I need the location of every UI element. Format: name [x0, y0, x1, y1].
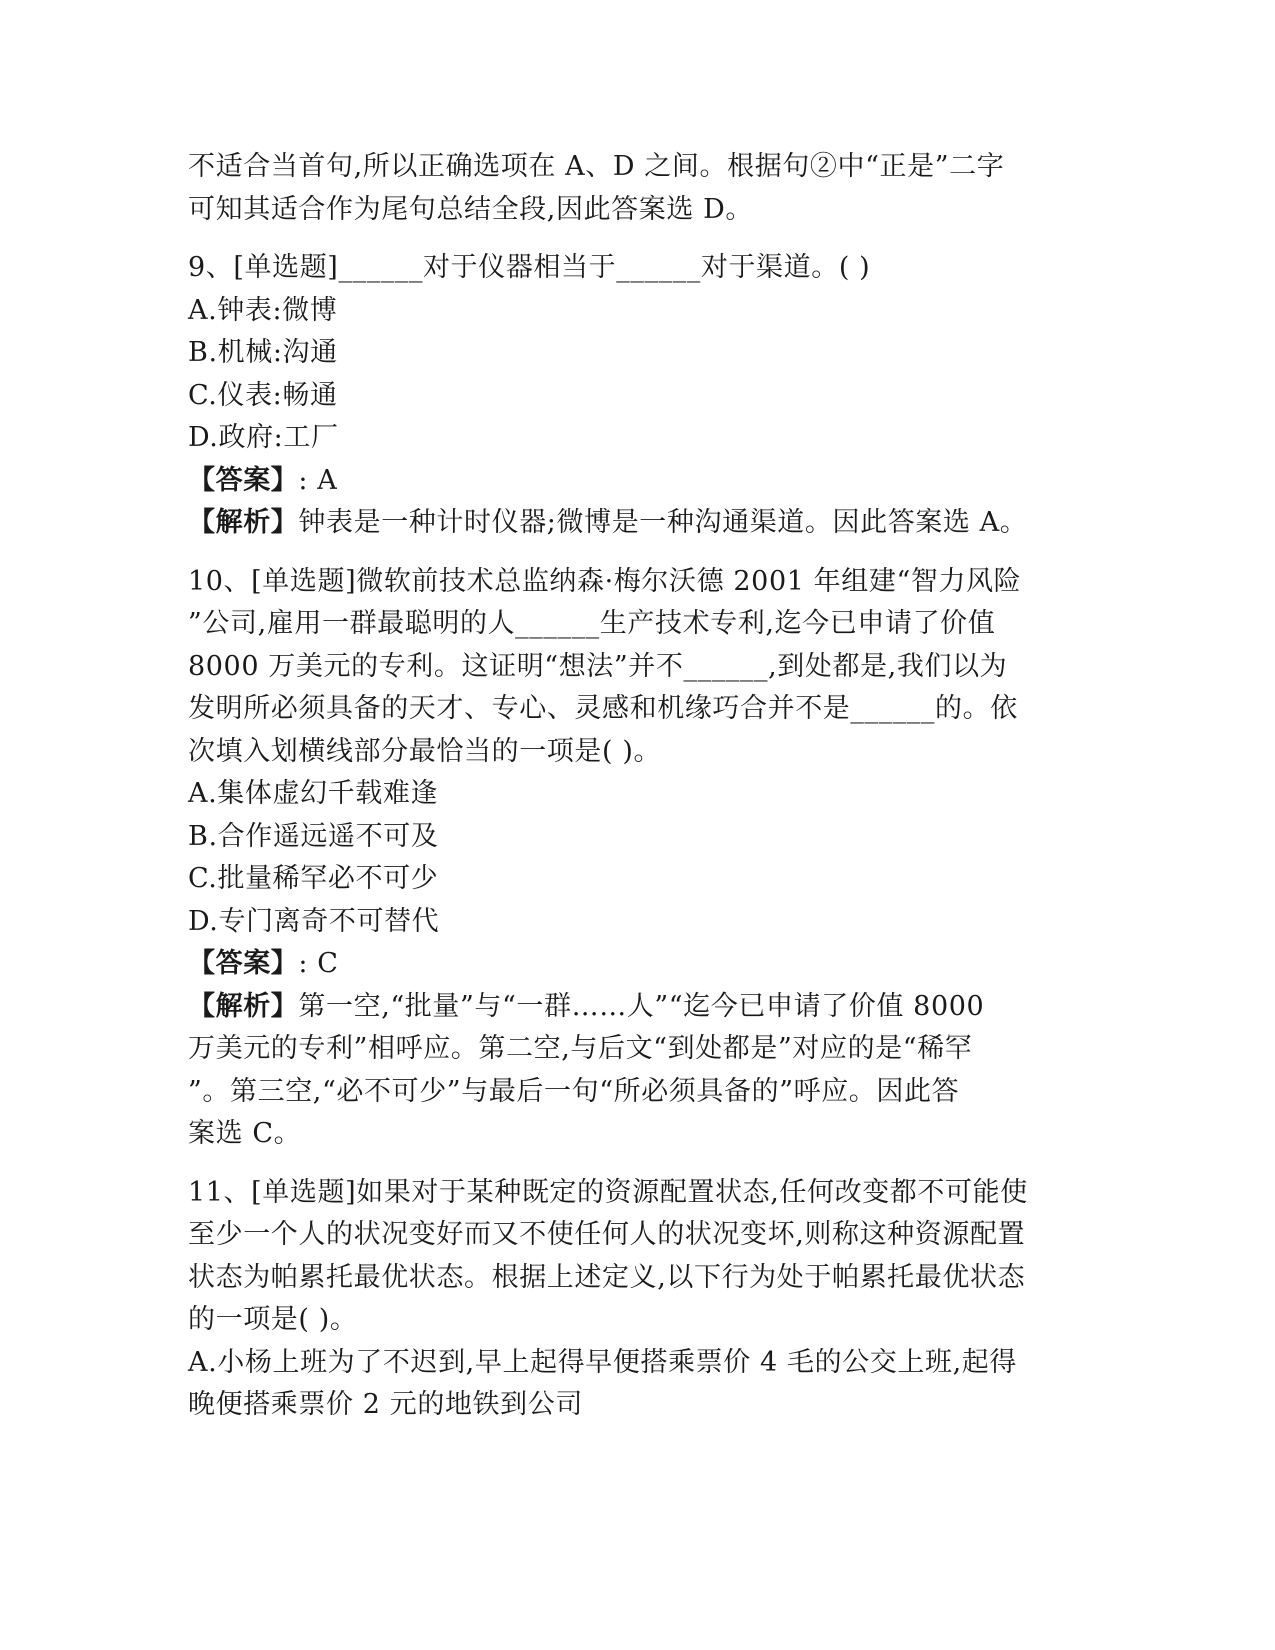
analysis-text: 万美元的专利”相呼应。第二空,与后文“到处都是”对应的是“稀罕: [188, 1033, 973, 1064]
analysis-line: [188, 502, 1088, 545]
answer-label: 【答案】: [188, 948, 299, 979]
text-line: 不适合当首句,所以正确选项在 A、D 之间。根据句②中“正是”二字: [188, 151, 1005, 182]
question-text: 状态为帕累托最优状态。根据上述定义,以下行为处于帕累托最优状态: [188, 1261, 1026, 1293]
question-text: 9、[单选题]______对于仪器相当于______对于渠道。( ): [188, 252, 871, 283]
analysis-label: 【解析】: [188, 507, 299, 538]
answer-line: [188, 943, 1088, 986]
question-text: 次填入划横线部分最恰当的一项是( )。: [188, 735, 662, 767]
option-a: A.小杨上班为了不迟到,早上起得早便搭乘票价 4 毛的公交上班,起得: [188, 1346, 1017, 1378]
analysis-text: ”。第三空,“必不可少”与最后一句“所必须具备的”呼应。因此答: [188, 1075, 960, 1107]
question-10: [188, 561, 1088, 1156]
question-text: 发明所必须具备的天才、专心、灵感和机缘巧合并不是______的。依: [188, 693, 1018, 724]
question-text: 至少一个人的状况变好而又不使任何人的状况变坏,则称这种资源配置: [188, 1219, 1026, 1250]
question-9: [188, 247, 1088, 545]
question-text: 11、[单选题]如果对于某种既定的资源配置状态,任何改变都不可能使: [188, 1176, 1028, 1208]
analysis-text: 案选 C。: [188, 1118, 302, 1149]
option-a: 晚便搭乘票价 2 元的地铁到公司: [188, 1389, 583, 1420]
answer-label: 【答案】: [188, 464, 299, 496]
option-d: D.专门离奇不可替代: [188, 905, 440, 937]
analysis-text: 第一空,“批量”与“一群……人”“迄今已申请了价值 8000: [298, 990, 985, 1022]
question-text: 8000 万美元的专利。这证明“想法”并不______,到处都是,我们以为: [188, 650, 1008, 682]
option-a: A.集体虚幻千载难逢: [188, 778, 439, 809]
question-text: ”公司,雇用一群最聪明的人______生产技术专利,迄今已申请了价值: [188, 608, 996, 639]
analysis-label: 【解析】: [188, 990, 299, 1022]
question-11: [188, 1172, 1088, 1427]
intro-paragraph: [188, 146, 1088, 231]
document-content: [188, 146, 1088, 1427]
analysis-line: [188, 986, 1088, 1029]
option-b: B.合作遥远遥不可及: [188, 820, 439, 852]
option-a: A.钟表:微博: [188, 294, 338, 326]
analysis-text: 钟表是一种计时仪器;微博是一种沟通渠道。因此答案选 A。: [298, 507, 1028, 538]
question-text: 的一项是( )。: [188, 1304, 358, 1335]
option-c: C.仪表:畅通: [188, 379, 338, 411]
answer-line: [188, 460, 1088, 503]
answer-value: : A: [298, 464, 338, 496]
option-d: D.政府:工厂: [188, 422, 339, 453]
answer-value: : C: [298, 948, 339, 979]
option-b: B.机械:沟通: [188, 337, 338, 368]
option-c: C.批量稀罕必不可少: [188, 863, 439, 894]
text-line: 可知其适合作为尾句总结全段,因此答案选 D。: [188, 193, 754, 225]
question-text: 10、[单选题]微软前技术总监纳森·梅尔沃德 2001 年组建“智力风险: [188, 565, 1022, 597]
